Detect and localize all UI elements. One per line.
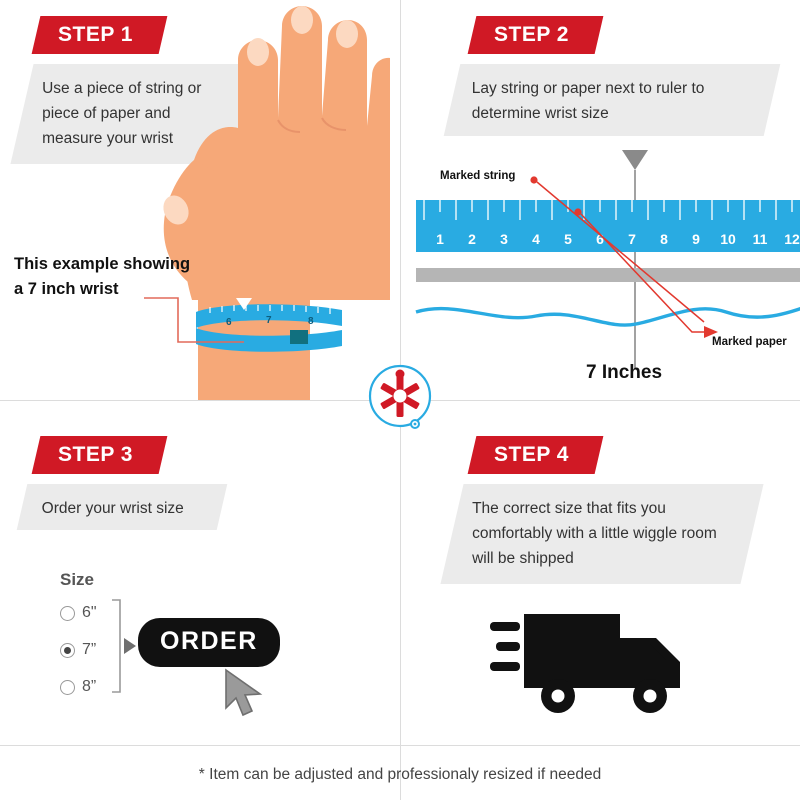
step-2-banner-label: STEP 2 <box>494 23 569 46</box>
step-4-banner <box>468 436 604 474</box>
step-3-description-text: Order your wrist size <box>41 500 184 517</box>
svg-text:6: 6 <box>226 317 232 328</box>
svg-text:8: 8 <box>308 316 314 327</box>
step-4-banner-label: STEP 4 <box>494 443 569 466</box>
svg-text:6: 6 <box>596 231 604 247</box>
step-1-callout-line2: a 7 inch wrist <box>14 279 119 298</box>
size-option-8-label: 8” <box>82 678 97 695</box>
step-3-description <box>17 484 228 530</box>
divider-vertical-top <box>400 0 401 400</box>
svg-text:11: 11 <box>752 231 768 247</box>
step-3-banner <box>32 436 168 474</box>
order-button-label: ORDER <box>160 627 258 655</box>
svg-text:1: 1 <box>436 231 444 247</box>
step-2-description-text: Lay string or paper next to ruler to determine wrist size <box>471 80 705 123</box>
marked-paper-label: Marked paper <box>712 336 787 348</box>
radio-6-inch[interactable] <box>60 606 75 621</box>
marked-string-label: Marked string <box>440 170 516 182</box>
step-1-callout-line1: This example showing <box>14 255 191 273</box>
step-1-callout-leader <box>140 286 260 356</box>
svg-text:4: 4 <box>532 231 540 247</box>
size-option-6-label: 6" <box>82 604 97 621</box>
step-2-banner <box>468 16 604 54</box>
radio-7-inch[interactable] <box>60 643 75 658</box>
svg-text:7: 7 <box>266 315 272 326</box>
svg-text:10: 10 <box>720 231 736 247</box>
step-1-banner <box>32 16 168 54</box>
radio-8-inch[interactable] <box>60 680 75 695</box>
svg-text:9: 9 <box>692 231 700 247</box>
step-1-banner-label: STEP 1 <box>58 23 133 46</box>
step-4-description <box>440 484 763 584</box>
svg-text:5: 5 <box>564 231 572 247</box>
size-option-8[interactable] <box>60 678 96 696</box>
delivery-truck-icon <box>490 608 700 718</box>
svg-text:3: 3 <box>500 231 508 247</box>
marked-paper-leader <box>572 206 722 346</box>
svg-text:2: 2 <box>468 231 476 247</box>
divider-vertical-bottom <box>400 400 401 800</box>
footnote: * Item can be adjusted and professionaly resized if needed <box>198 766 602 783</box>
svg-text:8: 8 <box>660 231 668 247</box>
step-3-banner-label: STEP 3 <box>58 443 133 466</box>
svg-text:12: 12 <box>784 231 800 247</box>
step-2-result-label: 7 Inches <box>586 362 663 383</box>
step-1-description-text: Use a piece of string or piece of paper and measure your wrist <box>42 80 202 148</box>
size-option-6[interactable] <box>60 604 97 622</box>
size-option-7[interactable] <box>60 641 96 659</box>
size-option-7-label: 7” <box>82 641 97 658</box>
step-4-description-text: The correct size that fits you comfortably with a little wiggle room will be shipped <box>472 500 717 568</box>
cursor-icon <box>222 668 268 720</box>
svg-text:7: 7 <box>628 231 636 247</box>
divider-footnote <box>0 745 800 746</box>
size-label: Size <box>60 570 95 589</box>
step-2-description <box>444 64 781 136</box>
order-button[interactable] <box>138 618 280 667</box>
